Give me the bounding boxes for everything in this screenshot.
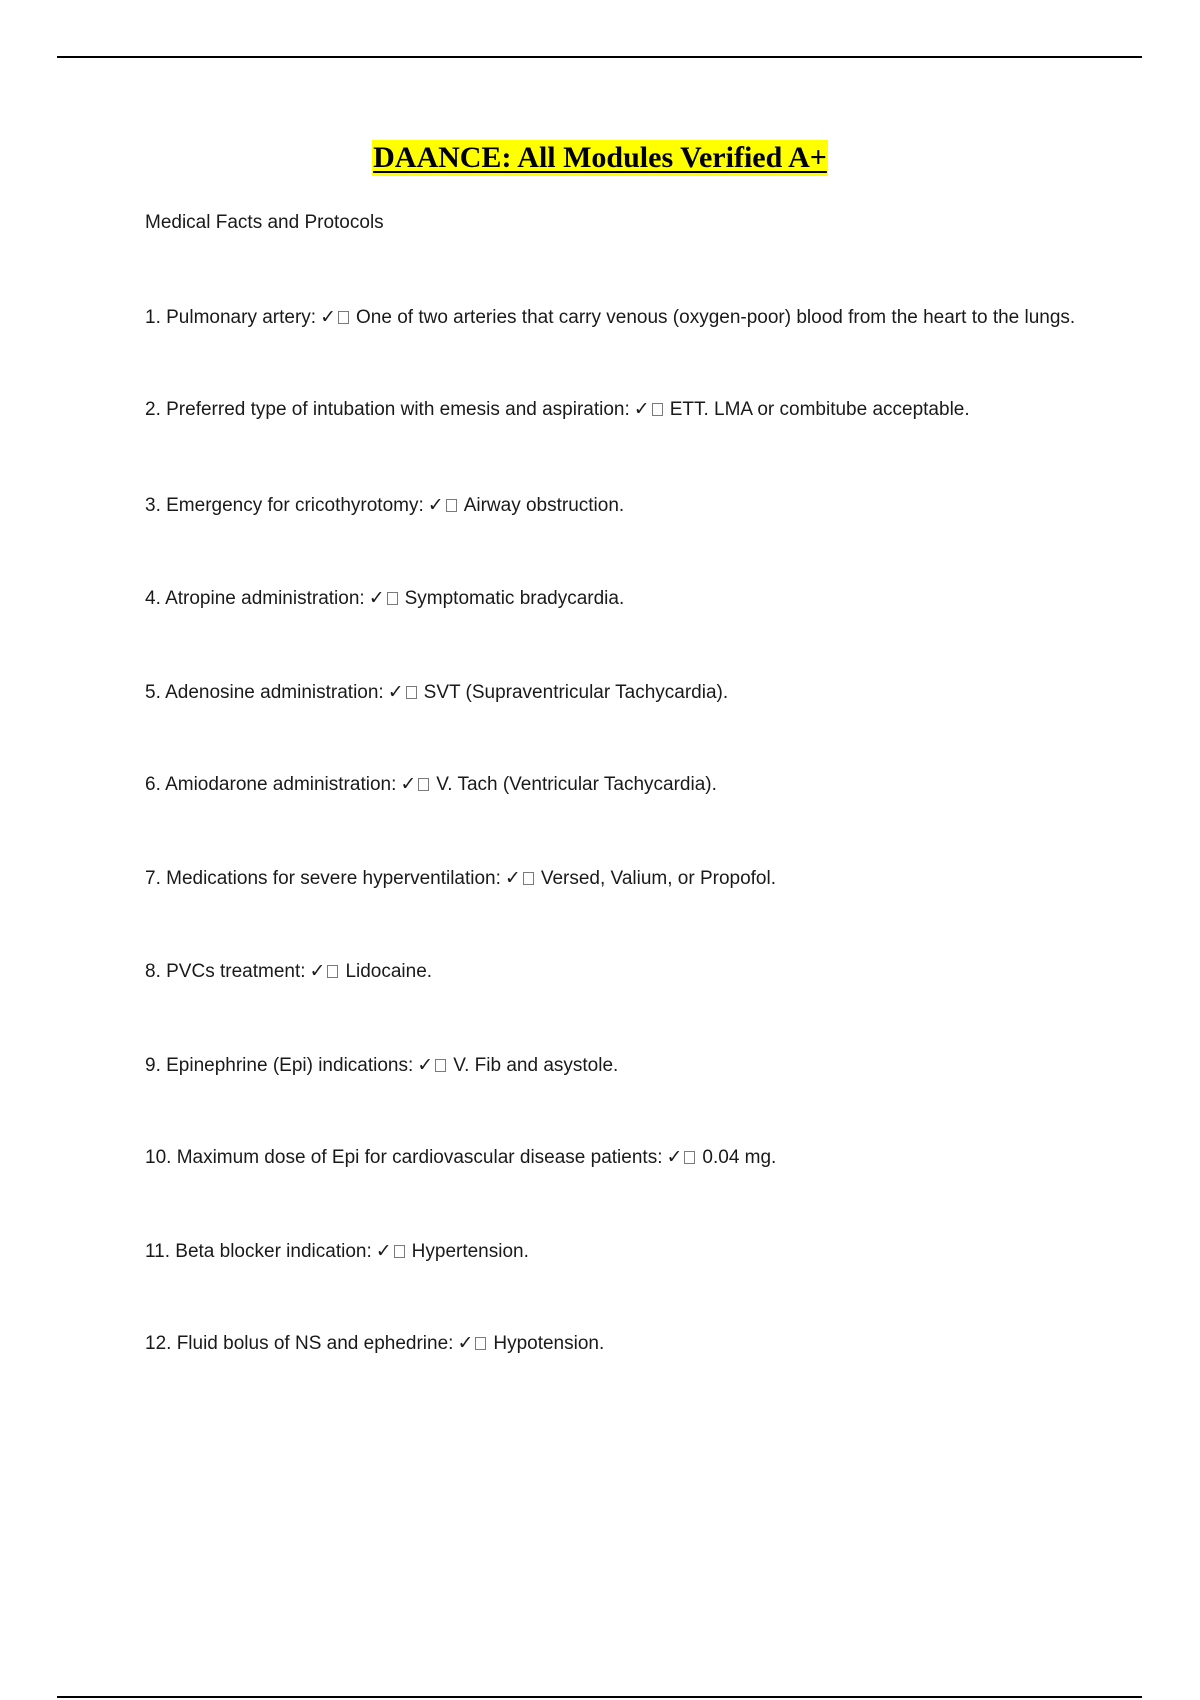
missing-glyph-box-icon (475, 1337, 486, 1350)
qa-item (145, 1238, 1080, 1266)
header-rule (57, 56, 1142, 58)
qa-answer: Hypertension. (411, 1241, 529, 1262)
checkmark-icon: ✓ (666, 1147, 683, 1168)
missing-glyph-box-icon (684, 1151, 695, 1164)
qa-prompt: 1. Pulmonary artery: (145, 307, 317, 328)
checkmark-icon: ✓ (368, 588, 385, 609)
qa-prompt: 2. Preferred type of intubation with emesis and aspiration: (145, 399, 630, 420)
qa-prompt: 7. Medications for severe hyperventilation: (145, 868, 501, 889)
qa-answer: Hypotension. (493, 1333, 605, 1354)
qa-answer: ETT. LMA or combitube acceptable. (669, 399, 970, 420)
qa-answer: Versed, Valium, or Propofol. (540, 868, 776, 889)
qa-item (145, 679, 1080, 707)
qa-answer: One of two arteries that carry venous (oxygen-poor) blood from the heart to the lungs. (356, 307, 1076, 328)
qa-item (145, 304, 1080, 332)
qa-answer: Symptomatic bradycardia. (404, 588, 625, 609)
qa-item (145, 1330, 1080, 1358)
qa-answer: 0.04 mg. (702, 1147, 777, 1168)
qa-item (145, 396, 1080, 424)
title-block (0, 140, 1200, 176)
missing-glyph-box-icon (523, 872, 534, 885)
qa-item (145, 1052, 1080, 1080)
qa-answer: Airway obstruction. (463, 495, 625, 516)
qa-prompt: 9. Epinephrine (Epi) indications: (145, 1055, 414, 1076)
missing-glyph-box-icon (652, 403, 663, 416)
qa-prompt: 11. Beta blocker indication: (145, 1241, 372, 1262)
missing-glyph-box-icon (338, 311, 349, 324)
qa-prompt: 10. Maximum dose of Epi for cardiovascular disease patients: (145, 1147, 663, 1168)
missing-glyph-box-icon (435, 1059, 446, 1072)
qa-answer: V. Fib and asystole. (453, 1055, 619, 1076)
missing-glyph-box-icon (327, 965, 338, 978)
qa-answer: SVT (Supraventricular Tachycardia). (423, 682, 729, 703)
missing-glyph-box-icon (394, 1245, 405, 1258)
missing-glyph-box-icon (406, 686, 417, 699)
checkmark-icon: ✓ (417, 1055, 434, 1076)
qa-answer: V. Tach (Ventricular Tachycardia). (436, 774, 717, 795)
qa-prompt: 3. Emergency for cricothyrotomy: (145, 495, 424, 516)
qa-prompt: 4. Atropine administration: (145, 588, 365, 609)
qa-list (145, 304, 1080, 1358)
checkmark-icon: ✓ (504, 868, 521, 889)
missing-glyph-box-icon (387, 592, 398, 605)
qa-item (145, 1144, 1080, 1172)
qa-answer: Lidocaine. (345, 961, 433, 982)
qa-item (145, 492, 1080, 520)
checkmark-icon: ✓ (457, 1333, 474, 1354)
footer-rule (57, 1696, 1142, 1698)
qa-item (145, 585, 1080, 613)
checkmark-icon: ✓ (375, 1241, 392, 1262)
checkmark-icon: ✓ (387, 682, 404, 703)
missing-glyph-box-icon (418, 778, 429, 791)
qa-prompt: 8. PVCs treatment: (145, 961, 306, 982)
checkmark-icon: ✓ (309, 961, 326, 982)
document-title: DAANCE: All Modules Verified A+ (373, 141, 827, 174)
qa-item (145, 865, 1080, 893)
qa-item (145, 958, 1080, 986)
checkmark-icon: ✓ (400, 774, 417, 795)
missing-glyph-box-icon (446, 499, 457, 512)
qa-item (145, 771, 1080, 799)
checkmark-icon: ✓ (633, 399, 650, 420)
checkmark-icon: ✓ (320, 307, 336, 328)
qa-prompt: 12. Fluid bolus of NS and ephedrine: (145, 1333, 454, 1354)
document-subtitle: Medical Facts and Protocols (145, 212, 384, 233)
qa-prompt: 6. Amiodarone administration: (145, 774, 397, 795)
checkmark-icon: ✓ (427, 495, 444, 516)
qa-prompt: 5. Adenosine administration: (145, 682, 384, 703)
